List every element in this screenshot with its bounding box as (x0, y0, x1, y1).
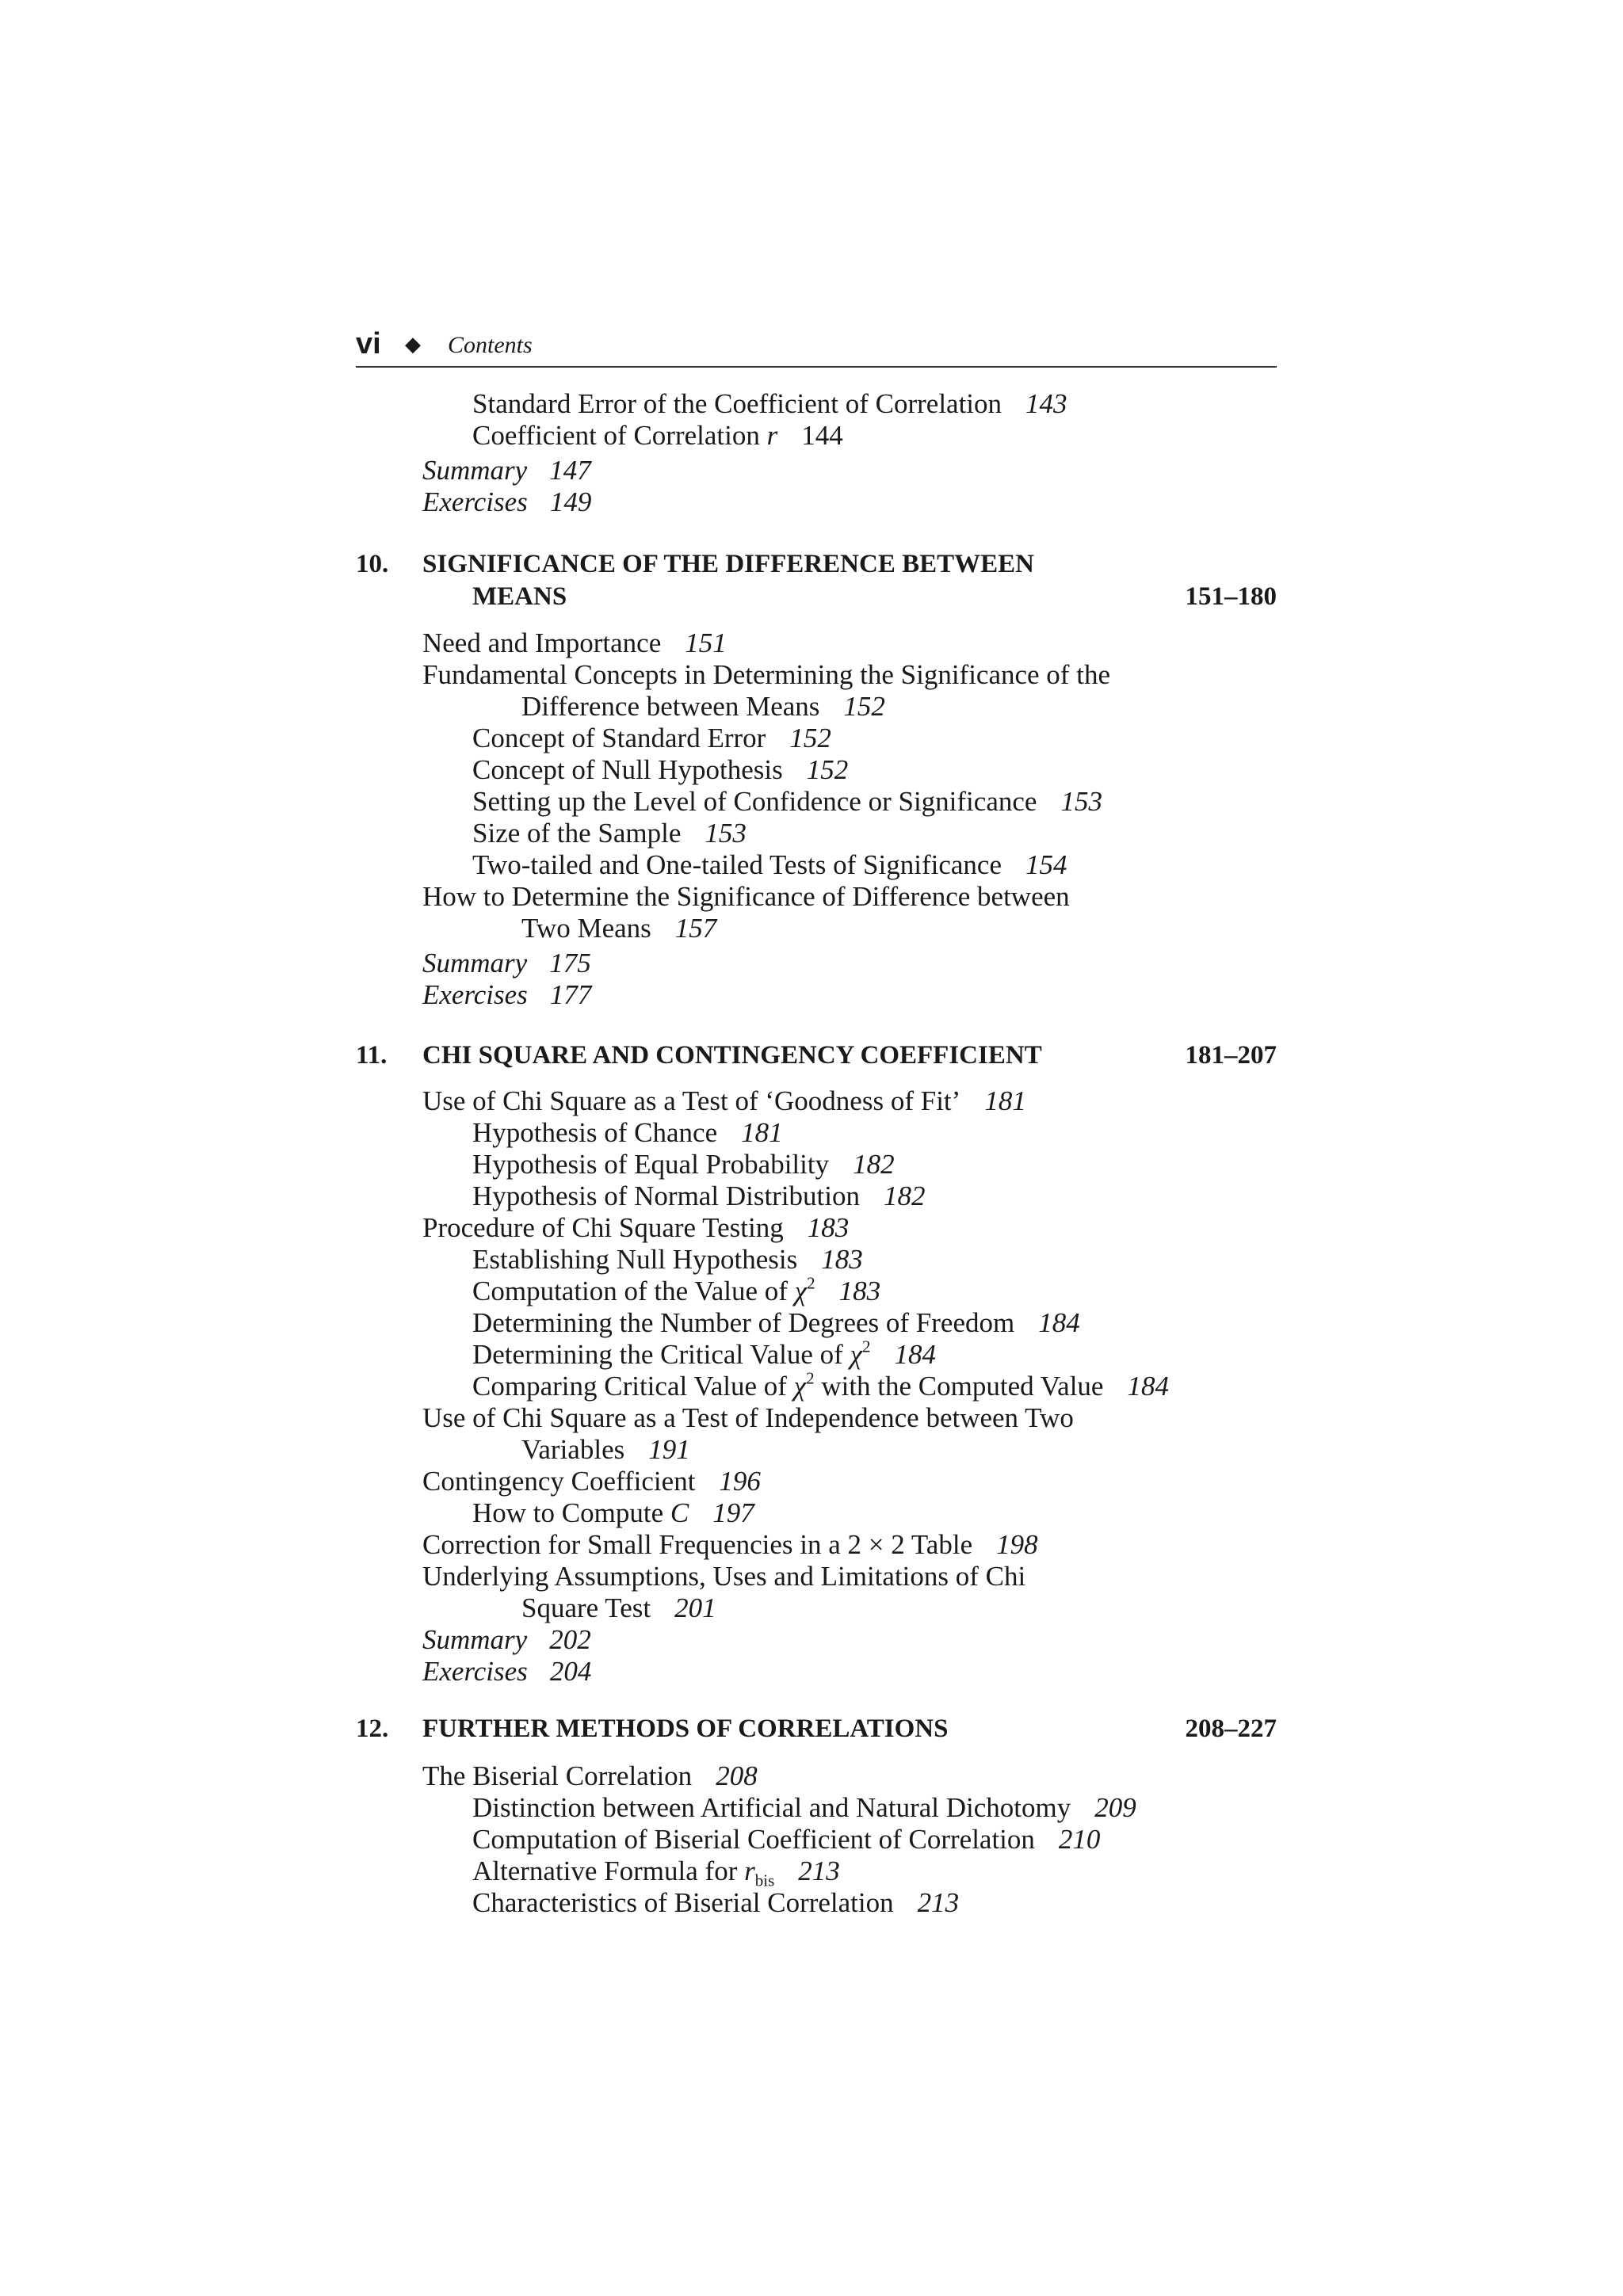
page-number: vi (356, 327, 381, 360)
toc-summary: Summary 147 (422, 455, 591, 486)
toc-entry-cont: Square Test 201 (521, 1592, 716, 1623)
toc-entry: How to Determine the Significance of Difference between (422, 881, 1070, 912)
chapter-page-range: 208–227 (1185, 1714, 1277, 1743)
chapter-page-range: 151–180 (1185, 582, 1277, 611)
chapter-number: 10. (356, 550, 389, 578)
toc-entry: Underlying Assumptions, Uses and Limitations of Chi (422, 1561, 1026, 1592)
chapter-number: 12. (356, 1714, 389, 1743)
toc-exercises: Exercises 204 (422, 1656, 592, 1687)
toc-entry: Fundamental Concepts in Determining the Significance of the (422, 659, 1110, 690)
toc-entry: Distinction between Artificial and Natural Dichotomy 209 (472, 1792, 1136, 1823)
toc-entry: Computation of Biserial Coefficient of Correlation 210 (472, 1824, 1101, 1855)
toc-exercises: Exercises 177 (422, 979, 592, 1010)
toc-entry: Determining the Number of Degrees of Freedom 184 (472, 1307, 1080, 1338)
toc-entry: Hypothesis of Normal Distribution 182 (472, 1180, 926, 1211)
toc-entry: Establishing Null Hypothesis 183 (472, 1244, 863, 1275)
chapter-title: CHI SQUARE AND CONTINGENCY COEFFICIENT (422, 1041, 1042, 1070)
toc-entry: Size of the Sample 153 (472, 818, 747, 849)
chapter-title-cont: MEANS (472, 582, 567, 611)
toc-entry: Use of Chi Square as a Test of Independence between Two (422, 1402, 1074, 1433)
toc-entry: Correction for Small Frequencies in a 2 × 2 Table 198 (422, 1529, 1038, 1560)
toc-entry: Standard Error of the Coefficient of Correlation 143 (472, 388, 1067, 419)
toc-entry: Determining the Critical Value of $\chi^2$ 184 (472, 1337, 936, 1370)
toc-summary: Summary 202 (422, 1624, 591, 1655)
toc-entry: Need and Importance 151 (422, 627, 727, 658)
toc-entry-cont: Variables 191 (521, 1434, 690, 1465)
toc-entry: Computation of the Value of $\chi^2$ 183 (472, 1273, 881, 1306)
chapter-title: SIGNIFICANCE OF THE DIFFERENCE BETWEEN (422, 550, 1034, 578)
running-title: Contents (448, 332, 533, 358)
toc-entry: Comparing Critical Value of $\chi^2$ with the Computed Value 184 (472, 1368, 1169, 1402)
chapter-page-range: 181–207 (1185, 1041, 1277, 1070)
chapter-title: FURTHER METHODS OF CORRELATIONS (422, 1714, 949, 1743)
diamond-icon: ◆ (405, 333, 421, 357)
toc-entry: Characteristics of Biserial Correlation 213 (472, 1887, 960, 1918)
toc-entry: Alternative Formula for $r_{bis}$ 213 (472, 1855, 840, 1890)
toc-entry: Concept of Standard Error 152 (472, 723, 831, 753)
toc-exercises: Exercises 149 (422, 486, 592, 517)
toc-entry: Hypothesis of Equal Probability 182 (472, 1149, 895, 1180)
toc-entry: Use of Chi Square as a Test of ‘Goodness of Fit’ 181 (422, 1085, 1026, 1116)
toc-entry: Coefficient of Correlation r 144 (472, 420, 843, 451)
toc-entry-cont: Difference between Means 152 (521, 691, 885, 722)
toc-entry: Two-tailed and One-tailed Tests of Significance 154 (472, 849, 1067, 880)
toc-summary: Summary 175 (422, 948, 591, 978)
toc-entry: How to Compute C 197 (472, 1497, 754, 1528)
toc-entry: Hypothesis of Chance 181 (472, 1117, 783, 1148)
toc-entry-cont: Two Means 157 (521, 913, 717, 944)
toc-entry: The Biserial Correlation 208 (422, 1760, 758, 1791)
toc-entry: Setting up the Level of Confidence or Significance 153 (472, 786, 1102, 817)
toc-entry: Concept of Null Hypothesis 152 (472, 754, 849, 785)
chapter-number: 11. (356, 1041, 388, 1070)
toc-entry: Procedure of Chi Square Testing 183 (422, 1212, 850, 1243)
toc-entry: Contingency Coefficient 196 (422, 1466, 761, 1497)
